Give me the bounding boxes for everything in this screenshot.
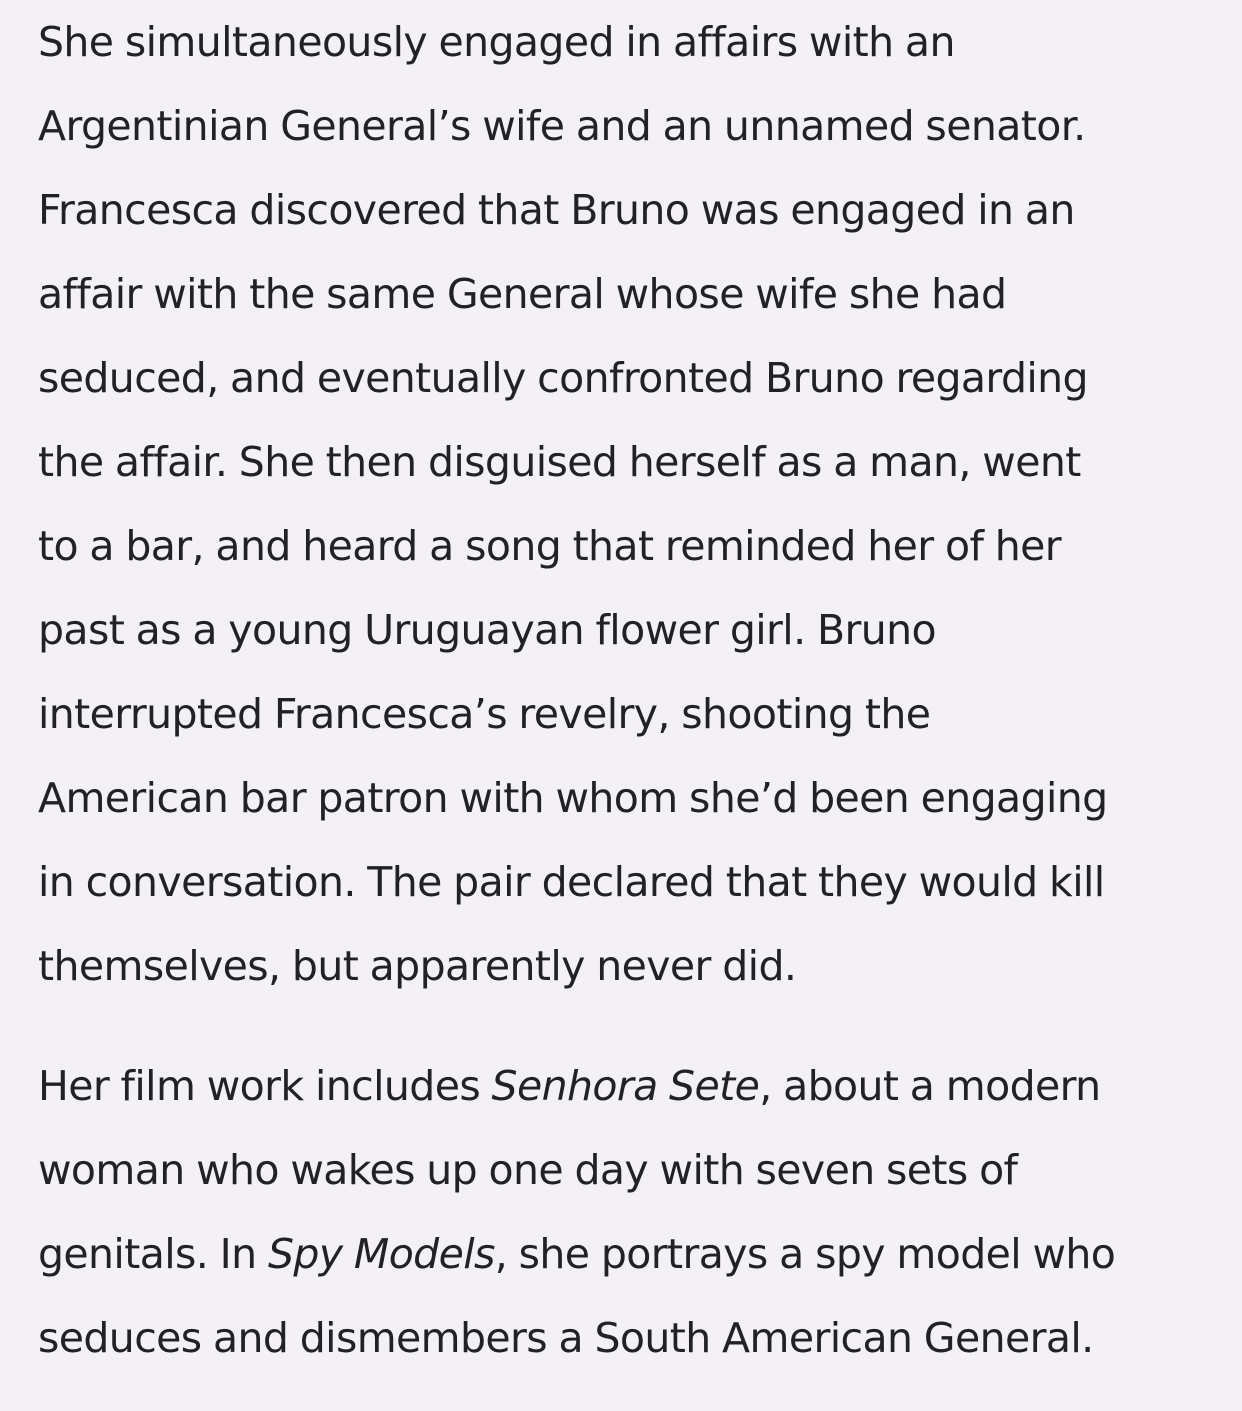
text-line: interrupted Francesca’s revelry, shooting the — [38, 690, 931, 738]
text-line: in conversation. The pair declared that they would kill — [38, 858, 1105, 906]
text-line: Argentinian General’s wife and an unnamed senator. — [38, 102, 1086, 150]
text-line: affair with the same General whose wife she had — [38, 270, 1007, 318]
paragraph-film-work — [38, 1044, 1206, 1380]
text-line: the affair. She then disguised herself as a man, went — [38, 438, 1081, 486]
text-run: , about a modern — [759, 1062, 1101, 1110]
text-line: seduces and dismembers a South American General. — [38, 1314, 1094, 1362]
text-line: woman who wakes up one day with seven sets of — [38, 1146, 1018, 1194]
text-line — [38, 1044, 1206, 1128]
text-line: past as a young Uruguayan flower girl. Bruno — [38, 606, 936, 654]
text-line — [38, 1212, 1206, 1296]
film-title-senhora-sete: Senhora Sete — [491, 1062, 760, 1110]
text-run: , she portrays a spy model who — [494, 1230, 1116, 1278]
text-run: genitals. In — [38, 1230, 268, 1278]
film-title-spy-models: Spy Models — [267, 1230, 495, 1278]
text-line: Francesca discovered that Bruno was engaged in an — [38, 186, 1075, 234]
text-line: She simultaneously engaged in affairs with an — [38, 18, 955, 66]
text-line: to a bar, and heard a song that reminded her of her — [38, 522, 1061, 570]
text-line: seduced, and eventually confronted Bruno regarding — [38, 354, 1088, 402]
text-line: themselves, but apparently never did. — [38, 942, 797, 990]
text-run: Her film work includes — [38, 1062, 492, 1110]
text-line: American bar patron with whom she’d been engaging — [38, 774, 1108, 822]
paragraph-affairs — [38, 0, 1206, 1008]
